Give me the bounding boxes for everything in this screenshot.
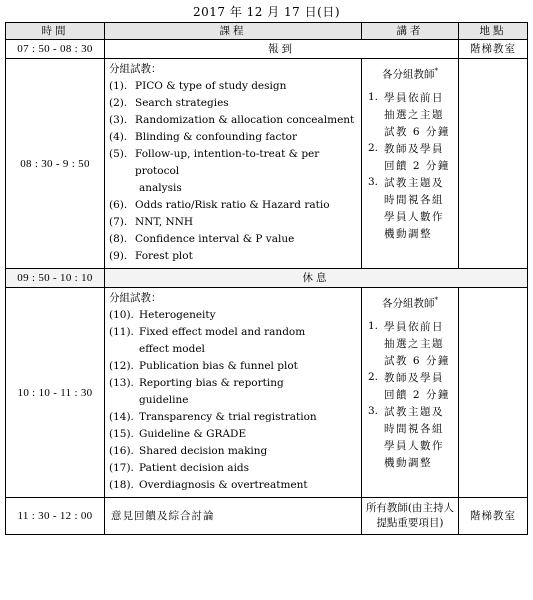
session2-row: [6, 288, 528, 498]
header-lecturer: 講者: [362, 23, 459, 40]
note-text: 試教主題及時間視各組學員人數作機動調整: [384, 176, 444, 240]
topic-item: [109, 426, 357, 443]
session2-topic-list: [109, 307, 357, 494]
topic-item: [109, 443, 357, 460]
registration-time: 07 : 50 - 08 : 30: [6, 40, 105, 59]
topic-item: [109, 129, 357, 146]
topic-number: (1).: [109, 80, 128, 92]
registration-course: 報到: [105, 40, 459, 59]
note-number: 1.: [368, 319, 379, 332]
session2-time: 10 : 10 - 11 : 30: [6, 288, 105, 498]
registration-row: [6, 40, 528, 59]
note-text: 學員依前日抽選之主題試教 6 分鐘: [384, 91, 450, 138]
topic-number: (16).: [109, 445, 134, 457]
break-row: [6, 269, 528, 288]
topic-continuation: guideline: [139, 394, 189, 406]
topic-item: [109, 307, 357, 324]
topic-text: Follow-up, intention-to-treat & per protocol: [135, 148, 320, 177]
topic-text: Confidence interval & P value: [135, 233, 295, 245]
topic-text: Transparency & trial registration: [139, 411, 317, 423]
lecturer-note: [366, 319, 454, 370]
topic-number: (8).: [109, 233, 128, 245]
note-text: 教師及學員回饋 2 分鐘: [384, 142, 450, 172]
session2-course: [105, 288, 362, 498]
header-location: 地點: [459, 23, 528, 40]
session2-lecturer-title: [366, 293, 454, 311]
session1-row: [6, 59, 528, 269]
topic-text: Patient decision aids: [139, 462, 250, 474]
lecturer-note: [366, 141, 454, 175]
lecturer-note: [366, 404, 454, 472]
registration-location: 階梯教室: [459, 40, 528, 59]
topic-item: [109, 78, 357, 95]
break-course: 休息: [105, 269, 528, 288]
topic-number: (5).: [109, 148, 128, 160]
note-number: 3.: [368, 404, 379, 417]
topic-item: [109, 214, 357, 231]
topic-item: [109, 358, 357, 375]
lecturer-title-text: 各分組教師: [382, 68, 435, 81]
topic-text: NNT, NNH: [135, 216, 194, 228]
topic-item: [109, 477, 357, 494]
closing-lecturer: 所有教師(由主持人提點重要項目): [362, 498, 459, 535]
session1-lecturer: [362, 59, 459, 269]
topic-text: Heterogeneity: [139, 309, 216, 321]
topic-number: (9).: [109, 250, 128, 262]
topic-number: (13).: [109, 377, 134, 389]
session1-location: [459, 59, 528, 269]
schedule-table: [5, 22, 528, 535]
topic-number: (3).: [109, 114, 128, 126]
note-text: 學員依前日抽選之主題試教 6 分鐘: [384, 320, 450, 367]
topic-number: (2).: [109, 97, 128, 109]
note-number: 2.: [368, 370, 379, 383]
lecturer-mark: *: [434, 67, 438, 75]
topic-item: [109, 197, 357, 214]
lecturer-note: [366, 370, 454, 404]
header-time: 時間: [6, 23, 105, 40]
topic-item: [109, 112, 357, 129]
closing-row: [6, 498, 528, 535]
note-number: 1.: [368, 90, 379, 103]
topic-text: Shared decision making: [139, 445, 268, 457]
topic-item: [109, 324, 357, 341]
topic-text: Odds ratio/Risk ratio & Hazard ratio: [135, 199, 330, 211]
topic-continuation: effect model: [139, 343, 205, 355]
topic-item: [109, 375, 357, 392]
topic-number: (4).: [109, 131, 128, 143]
session2-heading: 分組試教：: [109, 292, 162, 304]
topic-number: (15).: [109, 428, 134, 440]
session1-notes: [366, 90, 454, 243]
lecturer-title-text: 各分組教師: [382, 297, 435, 310]
header-course: 課程: [105, 23, 362, 40]
session2-lecturer: [362, 288, 459, 498]
topic-number: (14).: [109, 411, 134, 423]
topic-text: Search strategies: [135, 97, 229, 109]
note-number: 2.: [368, 141, 379, 154]
topic-number: (17).: [109, 462, 134, 474]
topic-number: (18).: [109, 479, 134, 491]
topic-text: Publication bias & funnel plot: [139, 360, 298, 372]
topic-number: (7).: [109, 216, 128, 228]
lecturer-mark: *: [434, 296, 438, 304]
schedule-date: 2017 年 12 月 17 日(日): [192, 5, 340, 19]
session2-notes: [366, 319, 454, 472]
topic-text: Reporting bias & reporting: [139, 377, 284, 389]
topic-item: [109, 231, 357, 248]
note-text: 教師及學員回饋 2 分鐘: [384, 371, 450, 401]
lecturer-note: [366, 90, 454, 141]
note-number: 3.: [368, 175, 379, 188]
topic-number: (12).: [109, 360, 134, 372]
topic-text: Blinding & confounding factor: [135, 131, 297, 143]
topic-text: Forest plot: [135, 250, 193, 262]
session2-location: [459, 288, 528, 498]
closing-course: 意見回饋及綜合討論: [105, 498, 362, 535]
note-text: 試教主題及時間視各組學員人數作機動調整: [384, 405, 444, 469]
lecturer-note: [366, 175, 454, 243]
topic-text: PICO & type of study design: [135, 80, 287, 92]
topic-number: (10).: [109, 309, 134, 321]
session1-topic-list: [109, 78, 357, 265]
session1-lecturer-title: [366, 64, 454, 82]
topic-number: (11).: [109, 326, 134, 338]
break-time: 09 : 50 - 10 : 10: [6, 269, 105, 288]
topic-item: [109, 95, 357, 112]
session1-heading: 分組試教：: [109, 63, 162, 75]
header-row: [6, 23, 528, 40]
closing-location: 階梯教室: [459, 498, 528, 535]
session1-course: [105, 59, 362, 269]
topic-item: [109, 248, 357, 265]
topic-text: Guideline & GRADE: [139, 428, 247, 440]
topic-text: Overdiagnosis & overtreatment: [139, 479, 308, 491]
topic-item: [109, 146, 357, 180]
closing-time: 11 : 30 - 12 : 00: [6, 498, 105, 535]
topic-continuation: analysis: [139, 182, 182, 194]
session1-time: 08 : 30 - 9 : 50: [6, 59, 105, 269]
topic-number: (6).: [109, 199, 128, 211]
topic-text: Randomization & allocation concealment: [135, 114, 355, 126]
topic-item: [109, 460, 357, 477]
topic-text: Fixed effect model and random: [139, 326, 306, 338]
topic-item: [109, 409, 357, 426]
